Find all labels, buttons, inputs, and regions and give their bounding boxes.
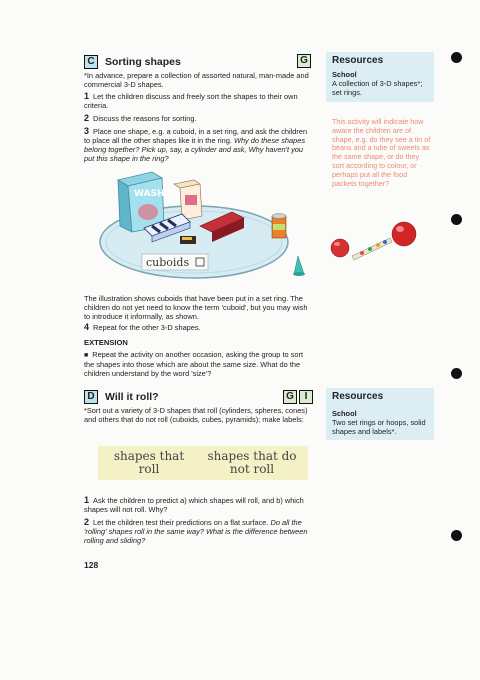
label-card-roll: shapes that roll: [98, 446, 200, 480]
resources-text: Two set rings or hoops, solid shapes and labels*.: [332, 418, 426, 436]
resources-text: A collection of 3-D shapes*; set rings.: [332, 79, 423, 97]
step-number: 2: [84, 113, 90, 123]
extension-text: [84, 350, 312, 378]
section-title: Sorting shapes: [105, 56, 181, 68]
step-text: Repeat for the other 3-D shapes.: [93, 323, 201, 332]
binder-hole: [451, 214, 462, 225]
step-1: [84, 496, 312, 514]
step-number: 1: [84, 495, 90, 505]
extension-body: Repeat the activity on another occasion, asking the group to sort the shapes into those which are about the same size. What do the children understand by the word 'size'?: [84, 350, 303, 378]
bullet-icon: ■: [84, 352, 89, 359]
sweets-tube: [352, 238, 392, 260]
step-3: [84, 127, 312, 163]
section-letter-d: D: [84, 390, 98, 404]
step-2: [84, 518, 312, 545]
tin-can: [272, 214, 286, 239]
step-number: 1: [84, 91, 90, 101]
resources-subtitle: School: [332, 70, 357, 79]
group-tag: G: [283, 390, 297, 404]
binder-hole: [451, 368, 462, 379]
step-1: [84, 92, 312, 110]
section-d-heading: [84, 390, 159, 404]
red-ball: [331, 239, 349, 257]
resources-title: Resources: [332, 391, 384, 402]
section-d-intro: *Sort out a variety of 3-D shapes that roll (cylinders, spheres, cones) and others that do not roll (cuboids, cubes, pyramids); make labels:: [84, 406, 308, 424]
extension-title: EXTENSION: [84, 338, 128, 347]
step-number: 2: [84, 517, 90, 527]
red-sphere: [392, 222, 416, 246]
cone-shape: [294, 256, 304, 274]
resources-subtitle: School: [332, 409, 357, 418]
label-card-not-roll: shapes that do not roll: [196, 446, 308, 480]
section-letter-c: C: [84, 55, 98, 69]
group-tag: G: [297, 54, 311, 68]
step-question: Do all the 'rolling' shapes roll in the same way? What is the difference between rolling and sliding?: [84, 518, 308, 545]
step-2: [84, 114, 312, 123]
binder-hole: [451, 52, 462, 63]
step-text: Ask the children to predict a) which shapes will roll, and b) which shapes will not roll. Why?: [84, 496, 304, 514]
individual-tag: I: [299, 390, 313, 404]
step-text: Place one shape, e.g. a cuboid, in a set ring, and ask the children to place all the other shapes like it in the ring.: [84, 127, 308, 145]
step-number: 4: [84, 322, 90, 332]
page-number: 128: [84, 560, 99, 570]
step-text: Discuss the reasons for sorting.: [93, 114, 197, 123]
cuboids-illustration: [94, 170, 294, 290]
resources-title: Resources: [332, 55, 384, 66]
section-c-intro: *In advance, prepare a collection of assorted natural, man-made and commercial 3-D shapes.: [84, 71, 309, 89]
cuboids-label: cuboids: [146, 256, 190, 269]
illustration-caption: The illustration shows cuboids that have been put in a set ring. The children do not yet need to know the term 'cuboid', but you may wish to introduce it informally, as shown.: [84, 294, 308, 321]
step-text: Let the children test their predictions on a flat surface.: [93, 518, 269, 527]
step-question: Why do these shapes belong together? Pick up, say, a cylinder and ask, Why haven't you put this shape in the ring?: [84, 136, 306, 163]
step-4: [84, 323, 312, 332]
section-title: Will it roll?: [105, 391, 159, 403]
step-text: Let the children discuss and freely sort the shapes to their own criteria.: [84, 92, 298, 110]
section-c-heading: [84, 55, 181, 69]
washo-label: WASHO: [134, 189, 173, 199]
teacher-note: This activity will indicate how aware the children are of shape, e.g. do they see a tin of beans and a tube of sweets as the same shape, or do they sort according to colour, or perhaps put all the food packets together?: [332, 117, 431, 188]
binder-hole: [451, 530, 462, 541]
other-shapes: [270, 212, 430, 282]
step-number: 3: [84, 126, 90, 136]
